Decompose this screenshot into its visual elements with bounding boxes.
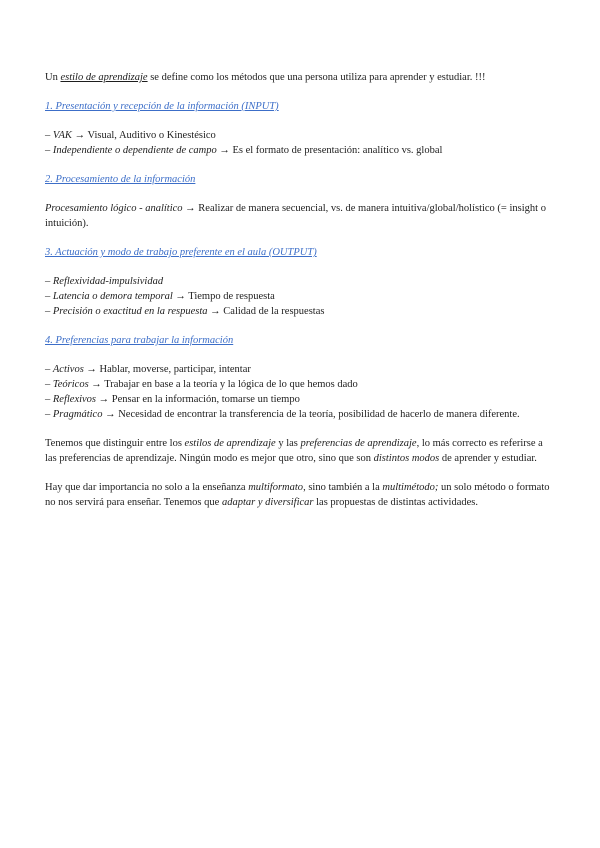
list-item: – Independiente o dependiente de campo → Es el formato de presentación: analítico vs. global: [45, 145, 443, 156]
list-item: – Activos → Hablar, moverse, participar, intentar: [45, 364, 251, 375]
list-item: Procesamiento lógico - analítico → Realizar de manera secuencial, vs. de manera intuitiva/global/holístico (= insight o intuición).: [45, 203, 546, 229]
list-item: – Teóricos → Trabajar en base a la teoría y la lógica de lo que hemos dado: [45, 379, 358, 390]
intro-term: estilo de aprendizaje: [60, 72, 148, 83]
section-1-heading[interactable]: 1. Presentación y recepción de la información (INPUT): [45, 101, 279, 112]
list-item: – Reflexividad-impulsividad: [45, 276, 164, 287]
list-item: – Pragmático → Necesidad de encontrar la transferencia de la teoría, posibilidad de hacerlo de manera diferente.: [45, 409, 520, 420]
list-item: – Precisión o exactitud en la respuesta → Calidad de la respuestas: [45, 306, 325, 317]
section-2-heading[interactable]: 2. Procesamiento de la información: [45, 174, 196, 185]
section-3-heading[interactable]: 3. Actuación y modo de trabajo preferente en el aula (OUTPUT): [45, 247, 317, 258]
section-3-list: [45, 274, 550, 319]
section-1-list: [45, 128, 550, 158]
section-4-heading[interactable]: 4. Preferencias para trabajar la información: [45, 335, 234, 346]
section-2-list: [45, 201, 550, 231]
list-item: – Reflexivos → Pensar en la información, tomarse un tiempo: [45, 394, 300, 405]
section-4-list: [45, 362, 550, 422]
list-item: – Latencia o demora temporal → Tiempo de respuesta: [45, 291, 275, 302]
intro-paragraph: [45, 70, 550, 85]
styles-vs-preferences-paragraph: Tenemos que distinguir entre los estilos de aprendizaje y las preferencias de aprendizaje, lo más correcto es referirse a las preferencias de aprendizaje. Ningún modo es mejor que otro, sino que son distintos modos de aprender y estudiar.: [45, 438, 543, 464]
intro-text-end: se define como los métodos que una persona utiliza para aprender y estudiar. !!!: [147, 72, 486, 83]
multiformat-paragraph: Hay que dar importancia no solo a la enseñanza multiformato, sino también a la multimétodo; un solo método o formato no nos servirá para enseñar. Tenemos que adaptar y diversificar las propuestas de distintas actividades.: [45, 482, 550, 508]
intro-text: Un: [45, 72, 61, 83]
list-item: – VAK → Visual, Auditivo o Kinestésico: [45, 130, 216, 141]
